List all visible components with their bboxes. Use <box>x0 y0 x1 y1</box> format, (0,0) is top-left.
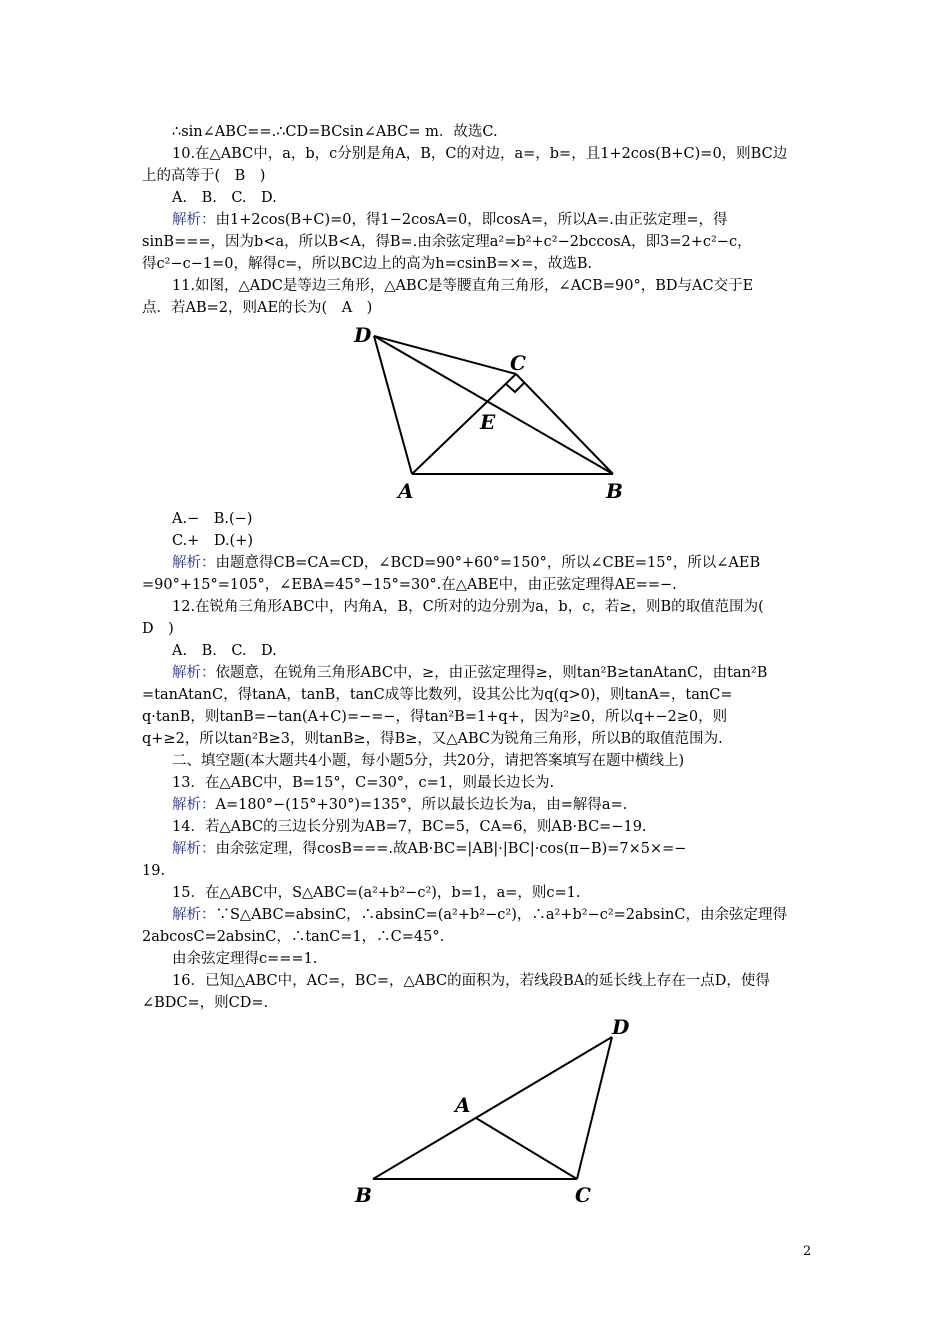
jiexi-label: 解析： <box>172 797 216 813</box>
label-b: B <box>606 479 623 503</box>
label-d: D <box>354 323 372 347</box>
text: 由1+2cos(B+C)=0，得1−2cosA=0，即cosA=，所以A=.由正弦定理=，得 <box>215 212 728 228</box>
text-line <box>142 121 812 143</box>
text-line: 点．若AB=2，则AE的长为( A ) <box>142 300 373 316</box>
solution-line <box>172 662 812 684</box>
options: C.+ D.(+) <box>172 533 254 549</box>
text-line: sinB===，因为b<a，所以B<A，得B=.由余弦定理a²=b²+c²−2bccosA，即3=2+c²−c， <box>142 234 752 250</box>
label-b: B <box>355 1183 372 1207</box>
figure-triangle-bdc <box>345 1010 655 1215</box>
text-line: 由余弦定理得c===1. <box>172 951 318 967</box>
question-16: 16．已知△ABC中，AC=，BC=，△ABC的面积为，若线段BA的延长线上存在一点D，使得 <box>172 973 770 989</box>
text: 由题意得CB=CA=CD，∠BCD=90°+60°=150°，所以∠CBE=15°，所以∠AEB <box>215 555 761 571</box>
text-line: q·tanB，则tanB=−tan(A+C)=−=−，得tan²B=1+q+，因为²≥0，所以q+−2≥0，则 <box>142 709 728 725</box>
text-line: 19. <box>142 863 166 879</box>
jiexi-label: 解析： <box>172 212 216 228</box>
text-line: =tanAtanC，得tanA，tanB，tanC成等比数列，设其公比为q(q>0)，则tanA=，tanC= <box>142 687 733 703</box>
solution-line <box>172 794 812 816</box>
solution-line <box>172 209 812 231</box>
text: 依题意，在锐角三角形ABC中，≥，由正弦定理得≥，则tan²B≥tanAtanC，由tan²B <box>215 665 768 681</box>
label-a: A <box>455 1093 471 1117</box>
label-e: E <box>480 410 496 434</box>
text: 由余弦定理，得cosB===.故AB·BC=|AB|·|BC|·cos(π−B)=7×5×=− <box>215 841 687 857</box>
text-line: 2abcosC=2absinC，∴tanC=1，∴C=45°. <box>142 929 445 945</box>
options: A. B. C. D. <box>172 643 277 659</box>
text-line: =90°+15°=105°，∠EBA=45°−15°=30°.在△ABE中，由正弦定理得AE==−. <box>142 577 677 593</box>
jiexi-label: 解析： <box>172 665 216 681</box>
question-10: 10.在△ABC中，a，b，c分别是角A，B，C的对边，a=，b=，且1+2cos(B+C)=0，则BC边 <box>172 146 788 162</box>
text: ∵S△ABC=absinC，∴absinC=(a²+b²−c²)，∴a²+b²−c²=2absinC，由余弦定理得 <box>215 907 787 923</box>
question-13: 13．在△ABC中，B=15°，C=30°，c=1，则最长边长为. <box>172 775 555 791</box>
text-line: 得c²−c−1=0，解得c=，所以BC边上的高为h=csinB=×=，故选B. <box>142 256 593 272</box>
text: ∴sin∠ABC==.∴CD=BCsin∠ABC= m．故选C. <box>172 124 498 140</box>
text-line: D ) <box>142 621 174 637</box>
jiexi-label: 解析： <box>172 841 216 857</box>
page-number: 2 <box>803 1244 812 1259</box>
solution-line <box>172 552 812 574</box>
solution-line <box>172 904 812 926</box>
options: A.− B.(−) <box>172 511 253 527</box>
question-12: 12.在锐角三角形ABC中，内角A，B，C所对的边分别为a，b，c，若≥，则B的取值范围为( <box>172 599 764 615</box>
question-15: 15．在△ABC中，S△ABC=(a²+b²−c²)，b=1，a=，则c=1. <box>172 885 581 901</box>
section-heading: 二、填空题(本大题共4小题，每小题5分，共20分，请把答案填写在题中横线上) <box>172 753 685 769</box>
label-a: A <box>398 479 414 503</box>
question-14: 14．若△ABC的三边长分别为AB=7，BC=5，CA=6，则AB·BC=−19. <box>172 819 647 835</box>
jiexi-label: 解析： <box>172 555 216 571</box>
text-line: 上的高等于( B ) <box>142 168 266 184</box>
figure-triangle-adc-abc <box>340 320 640 510</box>
label-c: C <box>510 351 526 375</box>
options: A. B. C. D. <box>172 190 277 206</box>
solution-line <box>172 838 812 860</box>
jiexi-label: 解析： <box>172 907 216 923</box>
text-line: q+≥2，所以tan²B≥3，则tanB≥，得B≥，又△ABC为锐角三角形，所以B的取值范围为. <box>142 731 723 747</box>
text: A=180°−(15°+30°)=135°，所以最长边长为a，由=解得a=. <box>215 797 628 813</box>
question-11: 11.如图，△ADC是等边三角形，△ABC是等腰直角三角形，∠ACB=90°，BD与AC交于E <box>172 278 754 294</box>
text-line: ∠BDC=，则CD=. <box>142 995 269 1011</box>
label-c: C <box>575 1183 591 1207</box>
label-d: D <box>612 1015 630 1039</box>
